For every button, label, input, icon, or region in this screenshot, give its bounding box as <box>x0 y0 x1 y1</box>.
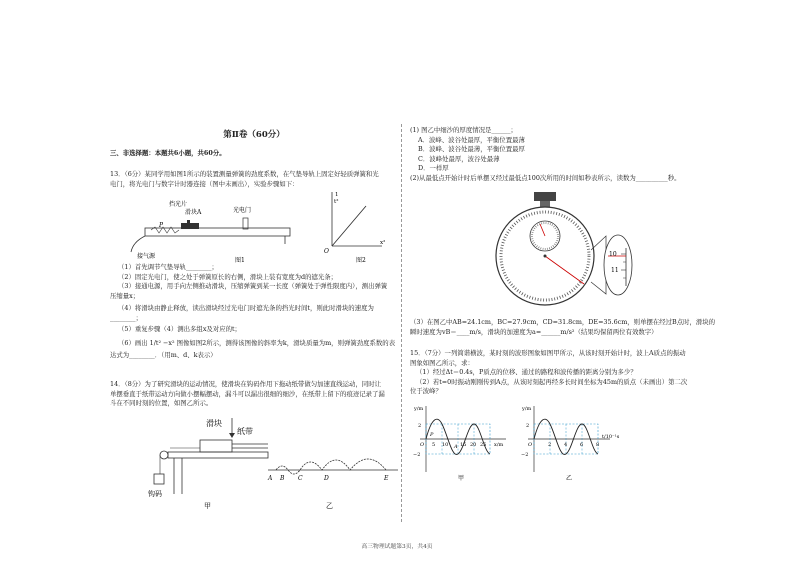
q14-right-text <box>410 126 680 184</box>
fig1-label-shade: 挡光片 <box>169 201 188 208</box>
q14-point-c: C <box>298 475 303 482</box>
q13-line: （4）将滑块由静止释放，读出滑块经过光电门时遮光条的挡光时间t，则此时滑块的速度为 <box>118 304 374 312</box>
q13-line: ________； <box>110 314 142 322</box>
fig2-origin: O <box>324 248 329 255</box>
q13-figure-2 <box>320 188 390 266</box>
q14-line: 斗在不同时刻的位置，如图乙所示。 <box>110 399 213 408</box>
fig1-caption: 图1 <box>235 257 245 264</box>
wave-jia-x-tick: 10 <box>442 442 449 448</box>
wave-jia-x-tick: 5 <box>432 442 436 448</box>
q14r-option-c: C．波峰处最厚，波谷处最薄 <box>418 154 500 163</box>
q13-line: （2）固定光电门，使之处于弹簧原长的右侧，滑块上装有宽度为d的遮光条； <box>118 272 338 281</box>
q15-line: 15．（7分）一列简谐横波，某时刻的波形图象如图甲所示，从该时刻开始计时，波上A质点的振动 <box>410 349 686 357</box>
q15-line: （1）经过Δt＝0.4s，P质点的位移、通过的路程和波传播的距离分别为多少？ <box>416 368 637 377</box>
wave-jia-x-tick: 15 <box>460 442 467 448</box>
q13-text <box>110 170 379 189</box>
fig2-y-label-num: 1 <box>335 192 339 198</box>
page-footer: 高三物理试题第3页，共4页 <box>361 544 433 550</box>
wave-jia-x-label: x/m <box>494 442 504 448</box>
stopwatch-detail-11: 11 <box>611 267 619 274</box>
wave-jia-point-p: P <box>430 432 434 438</box>
q14r-option-d: D．一样厚 <box>418 164 449 173</box>
q15-line: 位于波峰？ <box>410 387 442 396</box>
q14-point-e: E <box>384 475 389 482</box>
q13-line: （3）接通电源，用手向左侧推动滑块，压缩弹簧到某一长度（弹簧处于弹性限度内），测出弹簧 <box>118 282 388 291</box>
section-heading: 三、非选择题：本题共6小题，共60分。 <box>110 149 226 157</box>
wave-yi-y-tick-neg2: −2 <box>521 452 529 458</box>
fig1-label-p: P <box>159 222 164 229</box>
q14-label-slider: 滑块 <box>206 419 222 428</box>
q14-point-b: B <box>280 475 285 482</box>
wave-yi-y-tick-2: 2 <box>526 423 530 429</box>
q13-line: （1）首先调节气垫导轨________； <box>118 263 218 271</box>
wave-yi-t-tick: 4 <box>564 442 568 448</box>
q14-label-weight: 钩码 <box>148 490 162 498</box>
stopwatch-detail-10: 10 <box>609 251 617 258</box>
q14-line: 14．（8分）为了研究滑块的运动情况，使滑块在钩码作用下拖动纸带做匀加速直线运动，同时让 <box>110 380 382 388</box>
q14-caption-jia: 甲 <box>204 502 211 510</box>
wave-jia-caption: 甲 <box>458 475 465 482</box>
q14r-option-b: B．波峰、波谷处最薄，平衡位置最厚 <box>418 145 525 154</box>
wave-jia-y-label: y/m <box>414 406 424 412</box>
q13-line: 电门，将光电门与数字计时器连接（图中未画出），实验步骤如下： <box>110 179 299 188</box>
wave-yi-t-tick: 2 <box>548 442 552 448</box>
q14r-line: （3）在图乙中AB=24.1cm，BC=27.9cm，CD=31.8cm，DE=35.6cm，则单摆在经过B点时，滑块的 <box>410 318 716 326</box>
q15-figure-jia <box>412 402 512 482</box>
wave-jia-point-a: A <box>454 444 458 450</box>
wave-yi-t-tick: 8 <box>596 442 600 448</box>
q14r-option-a: A．波峰、波谷处最厚，平衡位置最薄 <box>418 135 525 144</box>
q13-steps <box>118 263 387 292</box>
wave-jia-x-tick: 25 <box>480 442 487 448</box>
section-title: 第Ⅱ卷（60分） <box>223 130 285 140</box>
q14r-line: (1) 图乙中细沙的厚度情况是______； <box>410 126 517 134</box>
q14r-line: 瞬时速度为vB＝____m/s，滑块的加速度为a=______m/s²（结果均保留两位有效数字） <box>410 327 658 336</box>
wave-jia-x-tick: 20 <box>470 442 477 448</box>
q13-figure-1 <box>125 196 295 268</box>
q13-line: （5）重复步骤（4）测出多组x及对应的t； <box>118 325 241 333</box>
wave-yi-t-tick: 6 <box>580 442 584 448</box>
fig2-x-label: x² <box>380 240 386 246</box>
wave-yi-origin: O <box>528 442 533 448</box>
q15-figure-yi <box>520 402 630 482</box>
wave-yi-t-label: t/10⁻¹s <box>602 434 620 440</box>
q14-caption-yi: 乙 <box>326 502 333 510</box>
fig2-y-label-den: t² <box>334 199 339 205</box>
fig1-label-air: 接气源 <box>137 253 156 260</box>
fig1-label-gate: 光电门 <box>233 207 252 214</box>
q14-line: 单摆垂直于纸带运动方向做小摆幅摆动，漏斗可以漏出很细的细沙，在纸带上留下的痕迹记录了漏 <box>110 389 385 398</box>
q13-line: 13．（6分）某同学用如图1所示的装置测量弹簧的劲度系数，在气垫导轨上固定好轻质弹簧和光 <box>110 170 379 178</box>
q14-text <box>110 380 385 409</box>
fig1-label-slider: 滑块A <box>185 209 202 216</box>
wave-yi-y-label: y/m <box>522 406 532 412</box>
q15-text <box>410 349 687 397</box>
fig2-caption: 图2 <box>356 257 366 264</box>
q15-line: （2）若t=0时振动刚刚传到A点，从该时刻起再经多长时间坐标为45m的质点（未画出）第二次 <box>416 377 688 386</box>
wave-yi-caption: 乙 <box>566 475 573 482</box>
wave-jia-y-tick-2: 2 <box>418 423 422 429</box>
q15-line: 图象如图乙所示，求： <box>410 358 474 367</box>
q14-point-a: A <box>268 475 273 482</box>
q13-line: （6）画出 1/t² −x² 图像如图2所示，测得该图像的斜率为k，滑块质量为m，则弹簧劲度系数的表 <box>118 339 396 347</box>
q13-line-x: 压缩量x； <box>110 292 140 300</box>
column-divider <box>401 124 402 522</box>
q13-line: 达式为________．（用m、d、k表示） <box>110 351 217 359</box>
q14-point-d: D <box>324 475 329 482</box>
q14-part3 <box>410 318 715 337</box>
wave-jia-origin: O <box>420 442 425 448</box>
stopwatch-figure <box>488 190 648 310</box>
wave-jia-y-tick-neg2: −2 <box>413 452 421 458</box>
q14-label-tape: 纸带 <box>237 427 253 436</box>
q14r-line: (2)从最低点开始计时后单摆又经过最低点100次所用的时间如秒表所示，读数为__________秒。 <box>410 173 681 182</box>
q14-figure <box>140 414 400 514</box>
